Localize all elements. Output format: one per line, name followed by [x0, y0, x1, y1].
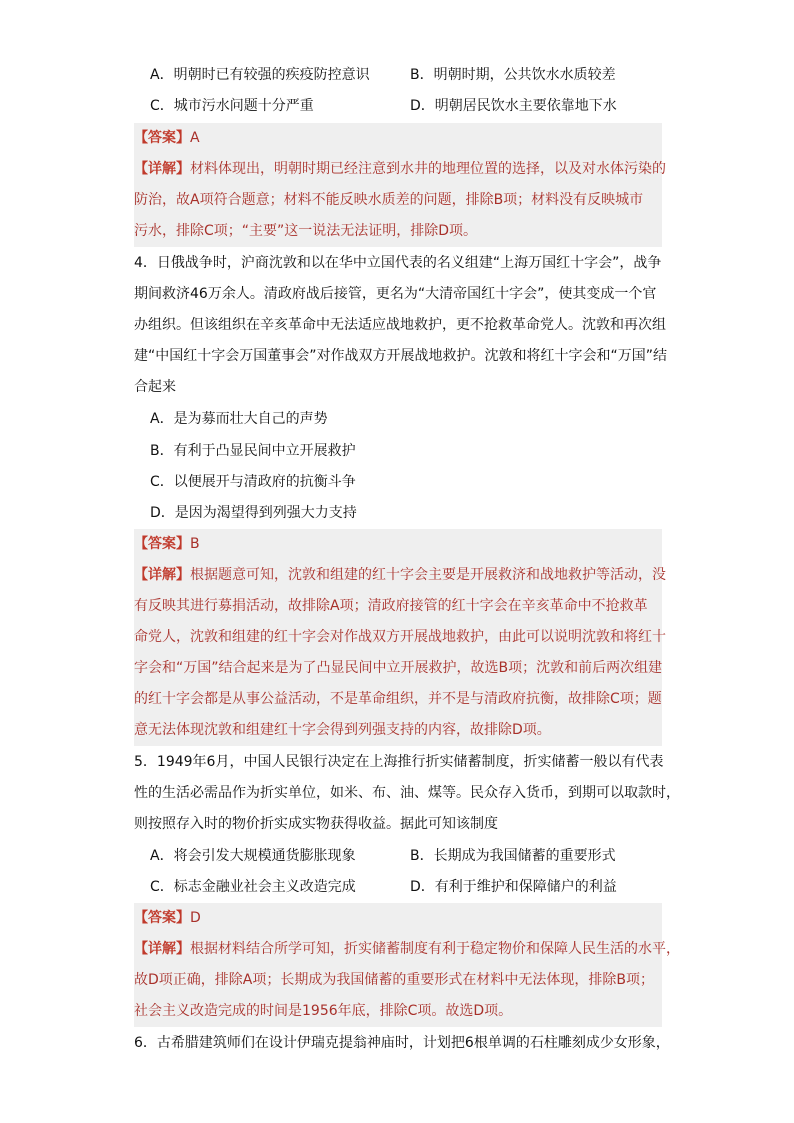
q5-option-b: B．长期成为我国储蓄的重要形式 — [410, 848, 616, 864]
q4-option-c: C．以便展开与清政府的抗衡斗争 — [150, 474, 356, 490]
q4-detail-line-2: 有反映其进行募捐活动，故排除A项；清政府接管的红十字会在辛亥革命中不抢救革 — [134, 598, 648, 614]
q5-detail-line-3: 社会主义改造完成的时间是1956年底，排除C项。故选D项。 — [134, 1003, 513, 1019]
answer-label: 【答案】 — [134, 536, 190, 552]
q5-stem-line-1: 5．1949年6月，中国人民银行决定在上海推行折实储蓄制度，折实储蓄一般以有代表 — [134, 754, 664, 770]
q4-detail-line-5: 的红十字会都是从事公益活动，不是革命组织，并不是与清政府抗衡，故排除C项；题 — [134, 691, 662, 707]
q5-answer — [0, 903, 794, 934]
q5-option-c: C．标志金融业社会主义改造完成 — [150, 879, 356, 895]
q5-stem-line-3: 则按照存入时的物价折实成实物获得收益。据此可知该制度 — [134, 816, 498, 832]
q4-option-b: B．有利于凸显民间中立开展救护 — [150, 443, 356, 459]
q4-detail-line-1: 【详解】根据题意可知，沈敦和组建的红十字会主要是开展救济和战地救护等活动，没 — [134, 567, 666, 583]
q4-stem-line-4: 建“中国红十字会万国董事会”对作战双方开展战地救护。沈敦和将红十字会和“万国”结 — [134, 348, 668, 364]
q3-answer — [0, 123, 794, 154]
q6-stem-line-1: 6．古希腊建筑师们在设计伊瑞克提翁神庙时，计划把6根单调的石柱雕刻成少女形象， — [134, 1035, 670, 1051]
q4-stem-line-1: 4．日俄战争时，沪商沈敦和以在华中立国代表的名义组建“上海万国红十字会”，战争 — [134, 255, 662, 271]
q5-stem-line-2: 性的生活必需品作为折实单位，如米、布、油、煤等。民众存入货币，到期可以取款时， — [134, 785, 680, 801]
answer-label: 【答案】 — [134, 910, 190, 926]
detail-label: 【详解】 — [134, 941, 190, 957]
q3-option-c: C．城市污水问题十分严重 — [150, 98, 314, 114]
q4-detail-line-4: 字会和“万国”结合起来是为了凸显民间中立开展救护，故选B项；沈敦和前后两次组建 — [134, 660, 663, 676]
answer-value: A — [190, 130, 200, 146]
answer-value: D — [190, 910, 201, 926]
answer-label: 【答案】 — [134, 130, 190, 146]
q5-option-a: A．将会引发大规模通货膨胀现象 — [150, 848, 356, 864]
q3-detail-line-3: 污水，排除C项；“主要”这一说法无法证明，排除D项。 — [134, 223, 478, 239]
q4-detail-line-3: 命党人，沈敦和组建的红十字会对作战双方开展战地救护，由此可以说明沈敦和将红十 — [134, 629, 666, 645]
q4-stem-line-5: 合起来 — [134, 379, 176, 395]
q4-option-a: A．是为募而壮大自己的声势 — [150, 411, 328, 427]
q4-stem-line-2: 期间救济46万余人。清政府战后接管，更名为“大清帝国红十字会”，使其变成一个官 — [134, 286, 657, 302]
q3-detail-line-1: 【详解】材料体现出，明朝时期已经注意到水井的地理位置的选择，以及对水体污染的 — [134, 161, 666, 177]
detail-label: 【详解】 — [134, 567, 190, 583]
q4-answer — [0, 529, 794, 560]
q5-detail-line-2: 故D项正确，排除A项；长期成为我国储蓄的重要形式在材料中无法体现，排除B项； — [134, 972, 654, 988]
q3-detail-line-2: 防治，故A项符合题意；材料不能反映水质差的问题，排除B项；材料没有反映城市 — [134, 192, 644, 208]
q5-options-row-1 — [0, 841, 794, 872]
q3-option-b: B．明朝时期，公共饮水水质较差 — [410, 67, 616, 83]
q3-option-d: D．明朝居民饮水主要依靠地下水 — [410, 98, 617, 114]
answer-value: B — [190, 536, 200, 552]
q4-detail-line-6: 意无法体现沈敦和组建红十字会得到列强支持的内容，故排除D项。 — [134, 722, 551, 738]
q3-options-row-2 — [0, 91, 794, 122]
q4-stem-line-3: 办组织。但该组织在辛亥革命中无法适应战地救护，更不抢救革命党人。沈敦和再次组 — [134, 317, 666, 333]
q3-option-a: A．明朝时已有较强的疾疫防控意识 — [150, 67, 370, 83]
q4-option-d: D．是因为渴望得到列强大力支持 — [150, 505, 357, 521]
q5-option-d: D．有利于维护和保障储户的利益 — [410, 879, 617, 895]
detail-label: 【详解】 — [134, 161, 190, 177]
q5-detail-line-1: 【详解】根据材料结合所学可知，折实储蓄制度有利于稳定物价和保障人民生活的水平， — [134, 941, 680, 957]
q5-options-row-2 — [0, 872, 794, 903]
q3-options-row-1 — [0, 60, 794, 91]
